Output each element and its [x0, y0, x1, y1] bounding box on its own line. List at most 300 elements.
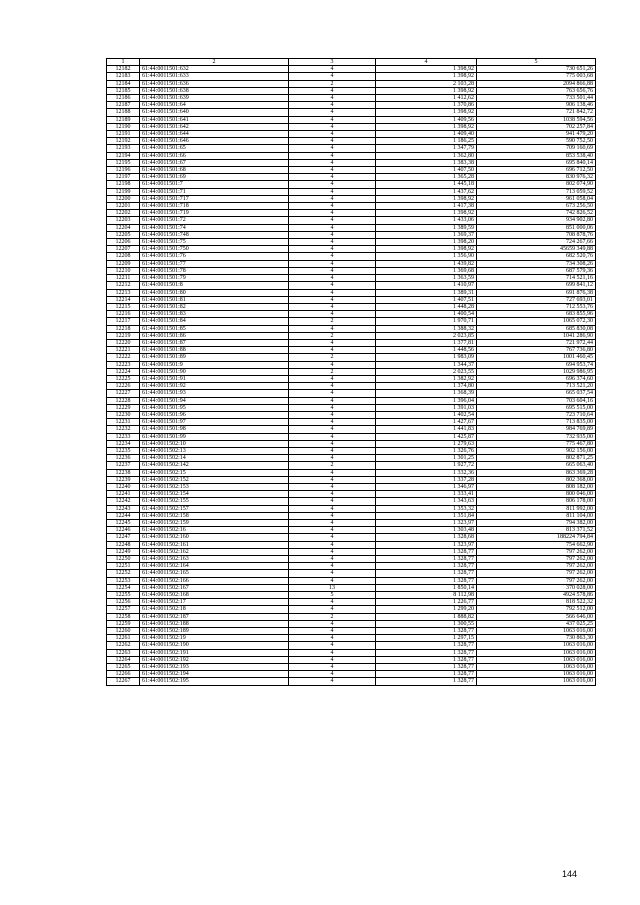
table-cell: 61:44:0011501:748: [140, 231, 289, 238]
table-row: [107, 275, 596, 282]
table-cell: 665 063,40: [477, 462, 596, 469]
table-cell: 1 369,37: [376, 231, 477, 238]
table-cell: 802 871,25: [477, 455, 596, 462]
table-cell: 12218: [107, 325, 140, 332]
table-cell: 12267: [107, 678, 140, 685]
table-cell: 61:44:0011502:154: [140, 491, 289, 498]
table-cell: 1 297,15: [376, 635, 477, 642]
table-cell: 1 328,77: [376, 678, 477, 685]
table-cell: 12194: [107, 152, 140, 159]
table-cell: 2 023,85: [376, 332, 477, 339]
table-cell: 4: [289, 620, 376, 627]
table-row: [107, 664, 596, 671]
table-cell: 12210: [107, 267, 140, 274]
table-cell: 2094 866,88: [477, 80, 596, 87]
table-cell: 61:44:0011501:640: [140, 109, 289, 116]
table-cell: 4: [289, 311, 376, 318]
table-cell: 742 826,52: [477, 210, 596, 217]
table-row: [107, 462, 596, 469]
table-cell: 590 752,50: [477, 138, 596, 145]
table-cell: 61:44:0011502:158: [140, 512, 289, 519]
table-header-row: [107, 59, 596, 66]
table-cell: 1 301,25: [376, 455, 477, 462]
table-cell: 12207: [107, 246, 140, 253]
table-cell: 2 103,28: [376, 80, 477, 87]
table-cell: 1 409,40: [376, 131, 477, 138]
table-row: [107, 577, 596, 584]
table-cell: 1 402,54: [376, 411, 477, 418]
table-cell: 4: [289, 397, 376, 404]
table-row: [107, 80, 596, 87]
table-cell: 12251: [107, 563, 140, 570]
table-cell: 4: [289, 275, 376, 282]
table-cell: 12214: [107, 296, 140, 303]
table-row: [107, 87, 596, 94]
table-cell: 733 501,44: [477, 95, 596, 102]
table-row: [107, 282, 596, 289]
table-row: [107, 239, 596, 246]
table-cell: 12211: [107, 275, 140, 282]
table-cell: 4: [289, 195, 376, 202]
table-row: [107, 181, 596, 188]
table-cell: 713 521,20: [477, 383, 596, 390]
table-cell: 61:44:0011501:80: [140, 289, 289, 296]
table-cell: 1065 072,30: [477, 318, 596, 325]
table-cell: 797 262,00: [477, 563, 596, 570]
table-cell: 941 479,20: [477, 131, 596, 138]
table-row: [107, 556, 596, 563]
table-cell: 1 328,77: [376, 628, 477, 635]
table-cell: 61:44:0011502:14: [140, 455, 289, 462]
table-cell: 12196: [107, 167, 140, 174]
table-cell: 1 445,18: [376, 181, 477, 188]
table-cell: 724 267,66: [477, 239, 596, 246]
table-row: [107, 563, 596, 570]
table-cell: 797 262,00: [477, 577, 596, 584]
table-cell: 61:44:0011501:72: [140, 217, 289, 224]
table-row: [107, 491, 596, 498]
table-row: [107, 678, 596, 685]
table-cell: 12189: [107, 116, 140, 123]
table-cell: 1 398,20: [376, 239, 477, 246]
table-cell: 4: [289, 527, 376, 534]
table-row: [107, 203, 596, 210]
table-cell: 61:44:0011502:161: [140, 541, 289, 548]
table-cell: 4: [289, 325, 376, 332]
table-row: [107, 548, 596, 555]
table-cell: 61:44:0011502:188: [140, 620, 289, 627]
table-row: [107, 296, 596, 303]
table-cell: 767 736,80: [477, 347, 596, 354]
table-cell: 4: [289, 512, 376, 519]
table-cell: 1 332,36: [376, 469, 477, 476]
table-cell: 12262: [107, 642, 140, 649]
table-cell: 2: [289, 80, 376, 87]
table-cell: 830 976,32: [477, 174, 596, 181]
table-cell: 695 515,00: [477, 404, 596, 411]
table-cell: 1 300,55: [376, 620, 477, 627]
table-cell: 61:44:0011501:92: [140, 383, 289, 390]
table-cell: 12225: [107, 375, 140, 382]
table-row: [107, 217, 596, 224]
table-cell: 1063 016,00: [477, 664, 596, 671]
table-cell: 1 398,92: [376, 66, 477, 73]
table-row: [107, 332, 596, 339]
table-cell: 12221: [107, 347, 140, 354]
table-cell: 1063 016,00: [477, 678, 596, 685]
table-cell: 61:44:0011502:10: [140, 440, 289, 447]
table-row: [107, 246, 596, 253]
table-cell: 4: [289, 296, 376, 303]
table-cell: 61:44:0011502:142: [140, 462, 289, 469]
table-cell: 4: [289, 95, 376, 102]
table-cell: 61:44:0011501:74: [140, 224, 289, 231]
table-cell: 1 441,83: [376, 426, 477, 433]
table-cell: 4: [289, 181, 376, 188]
table-row: [107, 303, 596, 310]
table-cell: 12241: [107, 491, 140, 498]
table-row: [107, 584, 596, 591]
table-cell: 1 412,62: [376, 95, 477, 102]
table-cell: 61:44:0011501:639: [140, 95, 289, 102]
table-body: [107, 66, 596, 685]
column-header: 1: [107, 59, 140, 66]
table-row: [107, 267, 596, 274]
table-cell: 12212: [107, 282, 140, 289]
table-cell: 61:44:0011501:717: [140, 195, 289, 202]
table-cell: 12259: [107, 620, 140, 627]
table-cell: 61:44:0011501:9: [140, 361, 289, 368]
table-cell: 1 970,71: [376, 318, 477, 325]
table-cell: 12258: [107, 613, 140, 620]
table-cell: 1 433,06: [376, 217, 477, 224]
table-cell: 863 369,28: [477, 469, 596, 476]
table-cell: 61:44:0011501:7: [140, 181, 289, 188]
table-cell: 61:44:0011502:160: [140, 534, 289, 541]
table-row: [107, 210, 596, 217]
table-cell: 12185: [107, 87, 140, 94]
table-cell: 1 365,28: [376, 174, 477, 181]
table-cell: 61:44:0011501:86: [140, 332, 289, 339]
table-cell: 61:44:0011501:93: [140, 390, 289, 397]
table-cell: 12249: [107, 548, 140, 555]
table-cell: 4: [289, 426, 376, 433]
table-cell: 665 037,54: [477, 390, 596, 397]
table-cell: 1 888,82: [376, 613, 477, 620]
table-row: [107, 73, 596, 80]
table-row: [107, 527, 596, 534]
table-cell: 12260: [107, 628, 140, 635]
table-row: [107, 671, 596, 678]
table-cell: 61:44:0011501:97: [140, 419, 289, 426]
table-cell: 12248: [107, 541, 140, 548]
table-cell: 12237: [107, 462, 140, 469]
table-row: [107, 224, 596, 231]
table-cell: 12222: [107, 354, 140, 361]
table-cell: 1 398,92: [376, 87, 477, 94]
table-cell: 4: [289, 246, 376, 253]
table-row: [107, 260, 596, 267]
table-cell: 61:44:0011501:98: [140, 426, 289, 433]
table-cell: 696 374,60: [477, 375, 596, 382]
table-cell: 1 328,77: [376, 671, 477, 678]
table-cell: 12257: [107, 606, 140, 613]
table-cell: 4: [289, 159, 376, 166]
table-cell: 4: [289, 628, 376, 635]
table-cell: 12219: [107, 332, 140, 339]
table-cell: 818 522,32: [477, 599, 596, 606]
table-cell: 709 160,69: [477, 145, 596, 152]
table-cell: 61:44:0011501:68: [140, 167, 289, 174]
table-cell: 797 262,00: [477, 548, 596, 555]
table-cell: 1 343,63: [376, 498, 477, 505]
table-cell: 1 328,77: [376, 642, 477, 649]
table-row: [107, 159, 596, 166]
table-cell: 12203: [107, 217, 140, 224]
table-cell: 695 840,14: [477, 159, 596, 166]
table-cell: 4: [289, 73, 376, 80]
table-cell: 4: [289, 556, 376, 563]
table-cell: 61:44:0011501:95: [140, 404, 289, 411]
table-cell: 4: [289, 433, 376, 440]
table-cell: 566 646,00: [477, 613, 596, 620]
table-cell: 902 156,00: [477, 447, 596, 454]
table-cell: 61:44:0011501:78: [140, 267, 289, 274]
table-cell: 12204: [107, 224, 140, 231]
table-cell: 12238: [107, 469, 140, 476]
table-cell: 1 323,97: [376, 541, 477, 548]
table-row: [107, 592, 596, 599]
table-cell: 61:44:0011502:164: [140, 563, 289, 570]
table-cell: 800 046,00: [477, 491, 596, 498]
table-cell: 811 104,00: [477, 512, 596, 519]
table-row: [107, 498, 596, 505]
table-cell: 1 927,72: [376, 462, 477, 469]
table-cell: 754 662,90: [477, 541, 596, 548]
table-cell: 12190: [107, 123, 140, 130]
table-cell: 4: [289, 541, 376, 548]
table-cell: 12200: [107, 195, 140, 202]
table-cell: 61:44:0011501:644: [140, 131, 289, 138]
table-cell: 61:44:0011501:750: [140, 246, 289, 253]
table-cell: 12223: [107, 361, 140, 368]
table-cell: 4: [289, 491, 376, 498]
table-cell: 1 346,97: [376, 483, 477, 490]
table-cell: 61:44:0011501:642: [140, 123, 289, 130]
table-cell: 1 850,14: [376, 584, 477, 591]
table-cell: 961 058,04: [477, 195, 596, 202]
table-cell: 4: [289, 447, 376, 454]
table-cell: 12191: [107, 131, 140, 138]
table-row: [107, 375, 596, 382]
table-cell: 1 356,90: [376, 253, 477, 260]
table-cell: 4: [289, 469, 376, 476]
table-cell: 61:44:0011502:166: [140, 577, 289, 584]
table-cell: 4: [289, 455, 376, 462]
table-cell: 12235: [107, 447, 140, 454]
table-cell: 8 112,98: [376, 592, 477, 599]
table-cell: 12205: [107, 231, 140, 238]
table-cell: 1029 986,95: [477, 368, 596, 375]
table-cell: 1 328,77: [376, 656, 477, 663]
table-cell: 1 362,80: [376, 152, 477, 159]
table-cell: 1 398,92: [376, 109, 477, 116]
table-cell: 2: [289, 368, 376, 375]
table-cell: 1041 286,90: [477, 332, 596, 339]
table-cell: 687 579,36: [477, 267, 596, 274]
table-cell: 1 369,68: [376, 267, 477, 274]
table-cell: 61:44:0011501:67: [140, 159, 289, 166]
table-cell: 797 262,00: [477, 556, 596, 563]
table-cell: 12209: [107, 260, 140, 267]
table-cell: 4: [289, 102, 376, 109]
table-cell: 12243: [107, 505, 140, 512]
table-row: [107, 347, 596, 354]
table-cell: 1 344,37: [376, 361, 477, 368]
table-cell: 12256: [107, 599, 140, 606]
table-cell: 4: [289, 361, 376, 368]
table-cell: 2: [289, 318, 376, 325]
data-table: [106, 58, 596, 686]
table-cell: 61:44:0011502:167: [140, 584, 289, 591]
table-row: [107, 174, 596, 181]
table-row: [107, 520, 596, 527]
table-row: [107, 167, 596, 174]
table-cell: 12252: [107, 570, 140, 577]
table-cell: 906 138,46: [477, 102, 596, 109]
table-row: [107, 397, 596, 404]
table-cell: 1 388,32: [376, 325, 477, 332]
table-cell: 5: [289, 592, 376, 599]
table-cell: 12232: [107, 426, 140, 433]
table-cell: 4: [289, 188, 376, 195]
table-cell: 61:44:0011501:84: [140, 318, 289, 325]
table-cell: 12265: [107, 664, 140, 671]
table-cell: 4: [289, 635, 376, 642]
table-row: [107, 390, 596, 397]
table-cell: 1 409,56: [376, 116, 477, 123]
table-cell: 2: [289, 354, 376, 361]
table-cell: 4: [289, 664, 376, 671]
table-cell: 4: [289, 138, 376, 145]
table-row: [107, 368, 596, 375]
table-cell: 12233: [107, 433, 140, 440]
table-cell: 775 467,80: [477, 440, 596, 447]
table-cell: 802 074,90: [477, 181, 596, 188]
table-cell: 984 769,89: [477, 426, 596, 433]
table-cell: 4: [289, 411, 376, 418]
table-cell: 682 520,76: [477, 253, 596, 260]
table-cell: 61:44:0011501:81: [140, 296, 289, 303]
table-cell: 12250: [107, 556, 140, 563]
table-row: [107, 145, 596, 152]
table-row: [107, 354, 596, 361]
table-cell: 1038 594,56: [477, 116, 596, 123]
table-cell: 691 876,38: [477, 289, 596, 296]
table-cell: 4: [289, 390, 376, 397]
table-row: [107, 476, 596, 483]
table-cell: 792 512,00: [477, 606, 596, 613]
table-cell: 61:44:0011501:83: [140, 311, 289, 318]
table-row: [107, 628, 596, 635]
table-cell: 1 326,76: [376, 447, 477, 454]
table-cell: 734 308,26: [477, 260, 596, 267]
table-cell: 12184: [107, 80, 140, 87]
table-cell: 61:44:0011502:159: [140, 520, 289, 527]
table-cell: 4: [289, 87, 376, 94]
table-cell: 61:44:0011502:152: [140, 476, 289, 483]
table-cell: 4: [289, 419, 376, 426]
table-cell: 1063 016,00: [477, 656, 596, 663]
table-cell: 1 328,77: [376, 570, 477, 577]
table-cell: 61:44:0011502:155: [140, 498, 289, 505]
table-row: [107, 152, 596, 159]
column-header: 2: [140, 59, 289, 66]
table-cell: 1 407,50: [376, 167, 477, 174]
table-cell: 61:44:0011502:190: [140, 642, 289, 649]
table-row: [107, 289, 596, 296]
table-cell: 730 651,26: [477, 66, 596, 73]
table-cell: 61:44:0011501:633: [140, 73, 289, 80]
table-row: [107, 325, 596, 332]
table-cell: 1 363,59: [376, 275, 477, 282]
table-cell: 61:44:0011501:8: [140, 282, 289, 289]
table-row: [107, 613, 596, 620]
table-cell: 12213: [107, 289, 140, 296]
table-cell: 4: [289, 440, 376, 447]
table-cell: 1 398,92: [376, 246, 477, 253]
table-cell: 12254: [107, 584, 140, 591]
table-cell: 61:44:0011501:65: [140, 145, 289, 152]
table-cell: 813 371,52: [477, 527, 596, 534]
table-cell: 1 226,77: [376, 599, 477, 606]
table-cell: 794 382,00: [477, 520, 596, 527]
table-cell: 61:44:0011501:96: [140, 411, 289, 418]
table-cell: 61:44:0011501:632: [140, 66, 289, 73]
table-cell: 1 368,39: [376, 390, 477, 397]
table-cell: 437 025,25: [477, 620, 596, 627]
table-cell: 61:44:0011502:192: [140, 656, 289, 663]
table-cell: 1 374,80: [376, 383, 477, 390]
table-cell: 12216: [107, 311, 140, 318]
table-row: [107, 642, 596, 649]
table-cell: 1 410,97: [376, 282, 477, 289]
table-row: [107, 102, 596, 109]
table-cell: 4: [289, 599, 376, 606]
table-cell: 4: [289, 131, 376, 138]
table-cell: 61:44:0011502:13: [140, 447, 289, 454]
table-cell: 4: [289, 548, 376, 555]
table-cell: 696 712,50: [477, 167, 596, 174]
table-cell: 4: [289, 642, 376, 649]
table-cell: 61:44:0011501:638: [140, 87, 289, 94]
table-cell: 714 521,16: [477, 275, 596, 282]
table-cell: 12206: [107, 239, 140, 246]
table-cell: 61:44:0011502:187: [140, 613, 289, 620]
table-cell: 1 328,77: [376, 548, 477, 555]
table-cell: 4: [289, 476, 376, 483]
table-cell: 12217: [107, 318, 140, 325]
table-cell: 4: [289, 289, 376, 296]
table-cell: 1 328,77: [376, 649, 477, 656]
table-cell: 708 878,76: [477, 231, 596, 238]
table-cell: 1 437,62: [376, 188, 477, 195]
table-row: [107, 95, 596, 102]
table-cell: 12228: [107, 397, 140, 404]
table-cell: 4: [289, 649, 376, 656]
table-cell: 12229: [107, 404, 140, 411]
table-cell: 12186: [107, 95, 140, 102]
